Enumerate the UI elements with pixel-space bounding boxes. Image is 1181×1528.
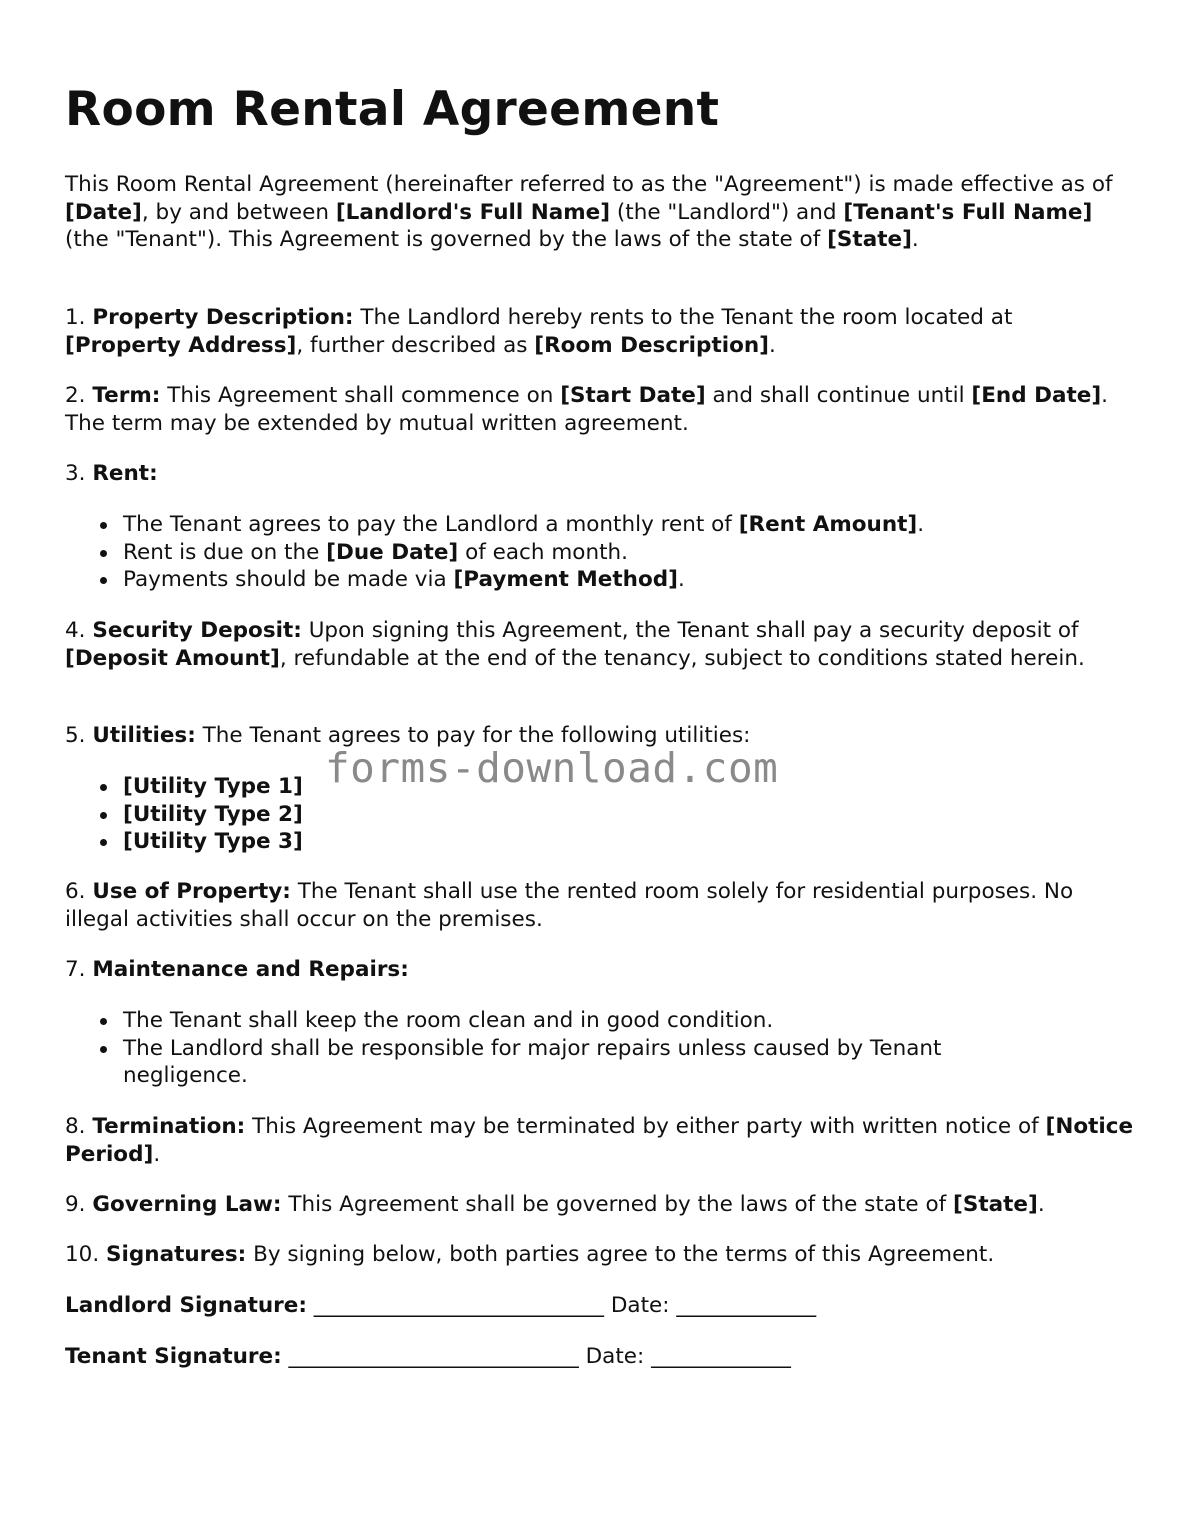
section-term [65,382,1135,437]
tenant-signature-blank[interactable]: ___________________________ Date: _____________ [281,1344,791,1369]
intro-text: (the "Tenant"). This Agreement is governed by the laws of the state of [65,227,828,252]
section-text: and shall continue until [705,383,972,408]
section-number: 9. [65,1192,93,1217]
intro-paragraph [65,171,1135,254]
section-heading: Governing Law: [92,1192,282,1217]
section-text: . The term may be extended by mutual written agreement. [65,383,1108,436]
section-heading: Rent: [92,461,158,486]
section-text: This Agreement may be terminated by either party with written notice of [245,1114,1046,1139]
tenant-name-field: [Tenant's Full Name] [843,199,1093,225]
list-item-text: of each month. [458,539,628,565]
section-text: The Tenant agrees to pay for the following utilities: [195,723,751,748]
intro-text: (the "Landlord") and [610,199,844,225]
section-text: Upon signing this Agreement, the Tenant shall pay a security deposit of [301,618,1079,643]
section-text: , further described as [296,332,535,358]
date-field: [Date] [65,199,142,225]
list-item [123,539,1123,567]
payment-method-field: [Payment Method] [453,567,678,592]
section-rent [65,460,1135,488]
section-heading: Maintenance and Repairs: [92,957,409,982]
utility-type-field: [Utility Type 3] [123,829,303,854]
list-item [123,511,1123,539]
section-use-of-property [65,878,1135,933]
section-heading: Property Description: [92,305,354,330]
list-item [123,828,1123,856]
rent-amount-field: [Rent Amount] [738,512,918,537]
list-item: The Tenant shall keep the room clean and in good condition. [123,1007,1023,1035]
section-number: 4. [65,618,93,643]
utility-type-field: [Utility Type 1] [123,774,303,799]
document-title: Room Rental Agreement [65,82,720,137]
section-number: 3. [65,461,93,486]
deposit-amount-field: [Deposit Amount] [65,645,280,671]
list-item-text: Payments should be made via [123,567,454,592]
section-heading: Signatures: [106,1242,247,1267]
maintenance-list [123,1007,1023,1090]
section-text: , refundable at the end of the tenancy, subject to conditions stated herein. [279,645,1085,671]
due-date-field: [Due Date] [326,539,459,565]
section-text: The Landlord hereby rents to the Tenant the room located at [353,305,1013,330]
rent-list [123,511,1123,594]
section-text: . [153,1141,161,1167]
list-item: The Landlord shall be responsible for major repairs unless caused by Tenant negligence. [123,1035,1023,1090]
section-heading: Use of Property: [92,879,291,904]
section-heading: Security Deposit: [92,618,302,643]
section-number: 2. [65,383,93,408]
section-number: 8. [65,1114,93,1139]
section-heading: Utilities: [92,723,196,748]
section-heading: Termination: [92,1114,246,1139]
landlord-signature-label: Landlord Signature: [65,1293,307,1318]
end-date-field: [End Date] [971,383,1102,408]
section-text: This Agreement shall be governed by the laws of the state of [281,1192,954,1217]
section-number: 6. [65,879,93,904]
room-description-field: [Room Description] [534,332,769,358]
section-termination [65,1113,1135,1168]
section-signatures [65,1241,1135,1269]
list-item-text: . [677,567,685,592]
section-text: The Tenant shall use the rented room solely for residential purposes. No illegal activities shall occur on the premises. [65,879,1074,932]
list-item [123,566,1123,594]
intro-text: . [911,227,919,252]
watermark: forms-download.com [325,744,779,792]
section-text: . [1037,1192,1045,1217]
section-number: 1. [65,305,93,330]
state-field: [State] [827,227,912,252]
intro-text: , by and between [141,199,336,225]
state-field: [State] [953,1192,1038,1217]
section-number: 7. [65,957,93,982]
section-governing-law [65,1191,1135,1219]
section-maintenance [65,956,1135,984]
utility-type-field: [Utility Type 2] [123,801,303,827]
notice-period-field: [Notice Period] [65,1114,1134,1167]
section-text: By signing below, both parties agree to the terms of this Agreement. [246,1242,995,1267]
start-date-field: [Start Date] [560,383,706,408]
section-security-deposit [65,617,1135,672]
intro-text: This Room Rental Agreement (hereinafter referred to as the "Agreement") is made effective as of [65,172,1113,197]
landlord-signature-blank[interactable]: ___________________________ Date: _____________ [306,1293,817,1318]
list-item-text: The Tenant agrees to pay the Landlord a monthly rent of [123,512,739,537]
section-text: This Agreement shall commence on [160,383,561,408]
list-item-text: Rent is due on the [123,539,327,565]
list-item-text: . [917,512,925,537]
landlord-signature-line[interactable] [65,1292,816,1320]
list-item [123,801,1123,829]
tenant-signature-label: Tenant Signature: [65,1344,282,1369]
landlord-name-field: [Landlord's Full Name] [335,199,611,225]
section-text: . [769,332,776,358]
section-property-description [65,304,1135,359]
section-heading: Term: [92,383,161,408]
section-number: 10. [65,1242,107,1267]
tenant-signature-line[interactable] [65,1343,791,1371]
section-number: 5. [65,723,93,748]
property-address-field: [Property Address] [65,332,297,358]
